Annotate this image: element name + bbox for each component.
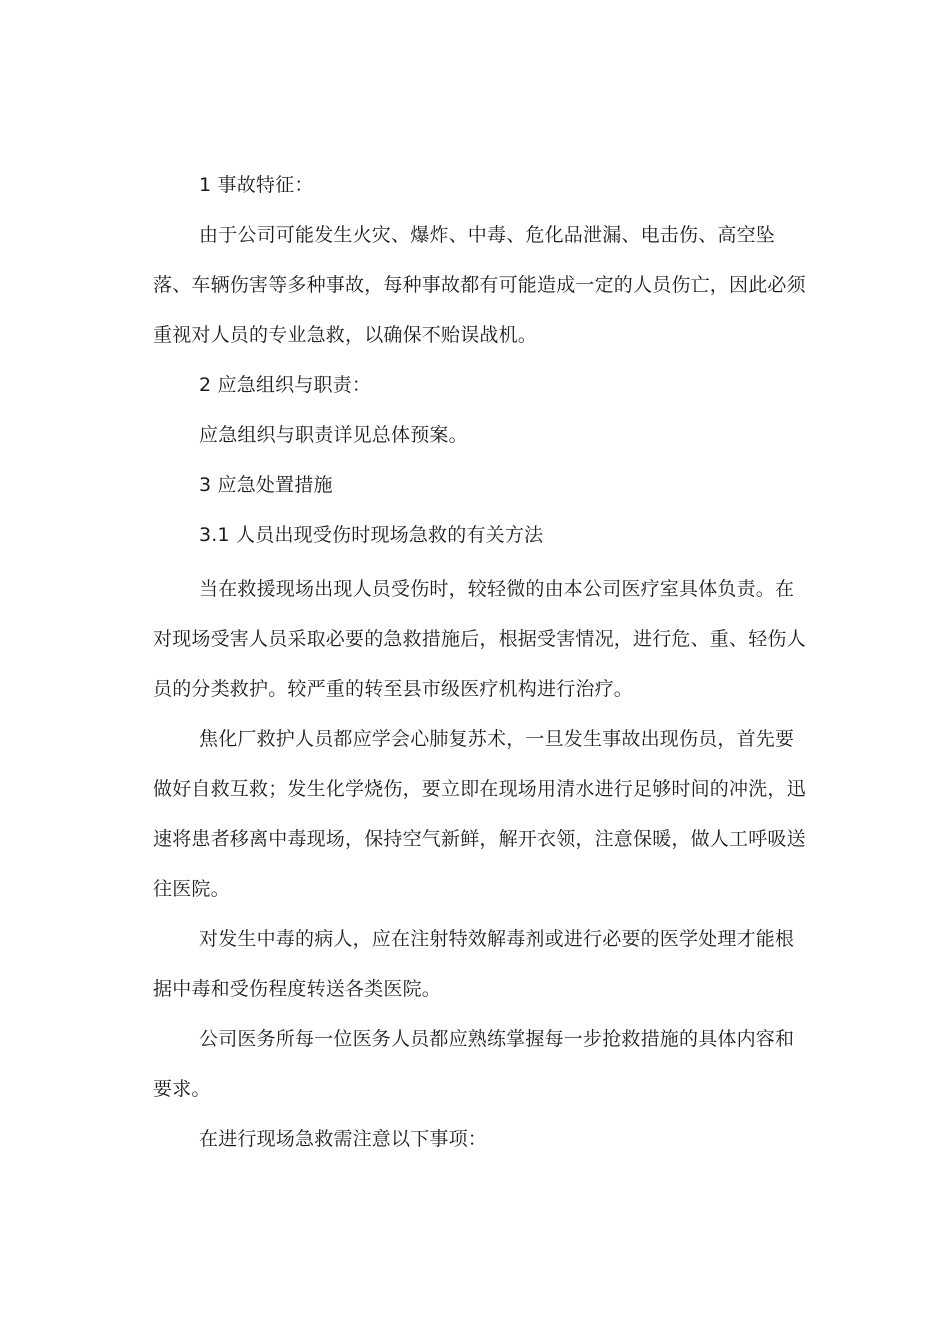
paragraph-cpr-and-burns: 焦化厂救护人员都应学会心肺复苏术，一旦发生事故出现伤员，首先要做好自救互救；发生化学烧伤，要立即在现场用清水进行足够时间的冲洗，迅速将患者移离中毒现场，保持空气新鲜，解开衣领，注意保暖，做人工呼吸送往医院。 (153, 728, 806, 900)
heading-emergency-organization: 2 应急组织与职责： (199, 374, 372, 396)
paragraph-organization-reference: 应急组织与职责详见总体预案。 (199, 424, 468, 446)
document-body (153, 160, 809, 1164)
paragraph-poisoning-treatment: 对发生中毒的病人，应在注射特效解毒剂或进行必要的医学处理才能根据中毒和受伤程度转送各类医院。 (153, 928, 795, 1000)
paragraph-medical-staff-requirements: 公司医务所每一位医务人员都应熟练掌握每一步抢救措施的具体内容和要求。 (153, 1028, 795, 1100)
heading-emergency-measures: 3 应急处置措施 (199, 474, 333, 496)
paragraph-first-aid-notes-intro: 在进行现场急救需注意以下事项： (199, 1128, 488, 1150)
heading-first-aid-methods: 3.1 人员出现受伤时现场急救的有关方法 (199, 524, 544, 546)
heading-accident-characteristics: 1 事故特征： (199, 174, 314, 196)
paragraph-injury-handling: 当在救援现场出现人员受伤时，较轻微的由本公司医疗室具体负责。在对现场受害人员采取必要的急救措施后，根据受害情况，进行危、重、轻伤人员的分类救护。较严重的转至县市级医疗机构进行治疗。 (153, 578, 806, 700)
paragraph-accident-description: 由于公司可能发生火灾、爆炸、中毒、危化品泄漏、电击伤、高空坠落、车辆伤害等多种事故，每种事故都有可能造成一定的人员伤亡，因此必须重视对人员的专业急救，以确保不贻误战机。 (153, 224, 806, 346)
